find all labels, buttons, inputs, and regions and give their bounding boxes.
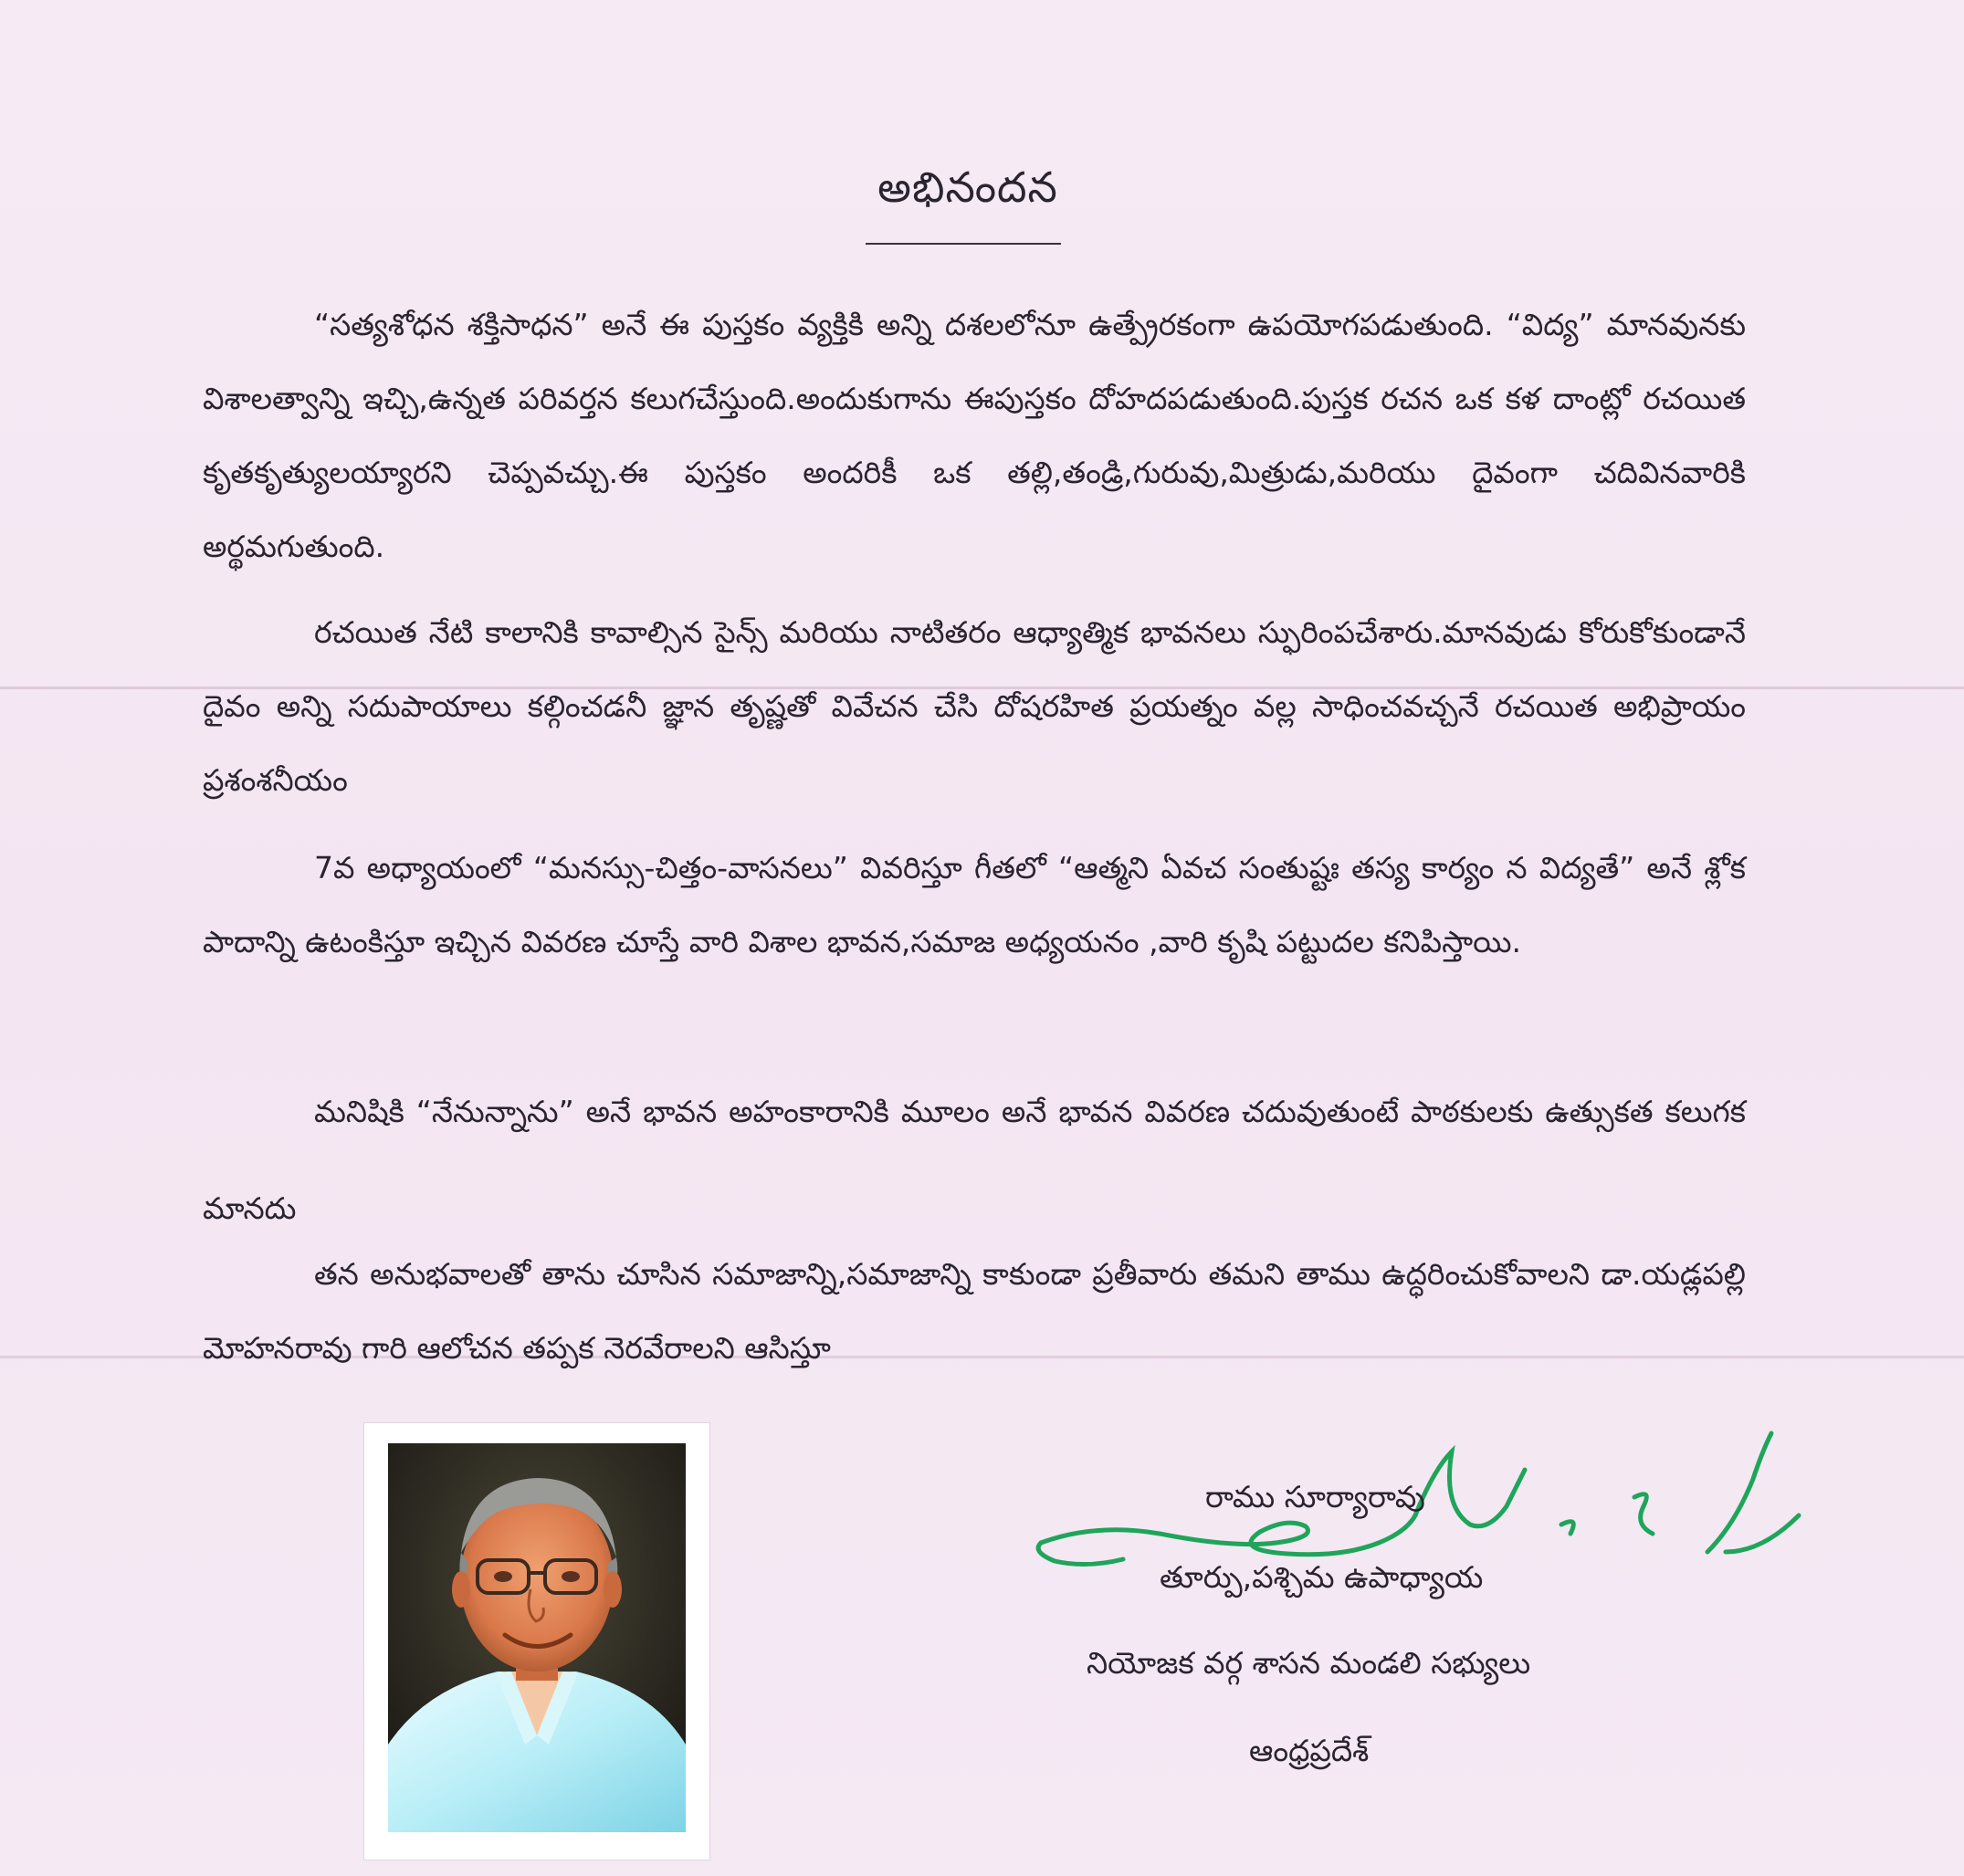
paragraph-4: మనిషికి “నేనున్నాను” అనే భావన అహంకారానికి మూలం అనే భావన వివరణ చదువుతుంటే పాఠకులకు ఉత్సుకత కలుగక మానదు (203, 1094, 1746, 1226)
title-underline (866, 243, 1061, 245)
paragraph-5: తన అనుభవాలతో తాను చూసిన సమాజాన్ని,సమాజాన్ని కాకుండా ప్రతీవారు తమని తాము ఉద్ధరించుకోవాలని డా.యడ్లపల్లి మోహనరావు గారి ఆలోచన తప్పక నెరవేరాలని ఆసిస్తూ (203, 1256, 1746, 1366)
author-photo (388, 1443, 686, 1832)
paragraph-3: 7వ అధ్యాయంలో “మనస్సు-చిత్తం-వాసనలు” వివరిస్తూ గీతలో “ఆత్మని ఏవచ సంతుష్టః తస్య కార్యం న విద్యతే” అనే శ్లోక పాదాన్ని ఉటంకిస్తూ ఇచ్చిన వివరణ చూస్తే వారి విశాల భావన,సమాజ అధ్యయనం ,వారి కృషి పట్టుదల కనిపిస్తాయి. (203, 850, 1746, 959)
author-photo-frame (363, 1422, 710, 1860)
signatory-name: రాము సూర్యారావు (1205, 1479, 1425, 1514)
paragraph-2: రచయిత నేటి కాలానికి కావాల్సిన సైన్స్ మరియు నాటితరం ఆధ్యాత్మిక భావనలు స్ఫురింపచేశారు.మానవుడు కోరుకోకుండానే దైవం అన్ని సదుపాయాలు కల్గించడనీ జ్ఞాన తృష్ణతో వివేచన చేసి దోషరహిత ప్రయత్నం వల్ల సాధించవచ్చనే రచయిత అభిప్రాయం ప్రశంశనీయం (203, 614, 1746, 798)
signatory-designation: తూర్పు,పశ్చిమ ఉపాధ్యాయ (1160, 1559, 1484, 1595)
letter-title: అభినందన (877, 162, 1058, 212)
signatory-constituency: నియోజక వర్గ శాసన మండలి సభ్యులు (1087, 1645, 1531, 1681)
paragraph-1: “సత్యశోధన శక్తిసాధన” అనే ఈ పుస్తకం వ్యక్తికి అన్ని దశలలోనూ ఉత్ప్రేరకంగా ఉపయోగపడుతుంది. “విద్య” మానవునకు విశాలత్వాన్ని ఇచ్చి,ఉన్నత పరివర్తన కలుగచేస్తుంది.అందుకుగాను ఈపుస్తకం దోహదపడుతుంది.పుస్తక రచన ఒక కళ దాంట్లో రచయిత కృతకృత్యులయ్యారని చెప్పవచ్చు.ఈ పుస్తకం అందరికీ ఒక తల్లి,తండ్రి,గురువు,మిత్రుడు,మరియు దైవంగా చదివినవారికి అర్థమగుతుంది. (203, 307, 1746, 564)
portrait-illustration (388, 1443, 686, 1832)
signatory-state: ఆంధ్రప్రదేశ్ (1249, 1733, 1370, 1768)
